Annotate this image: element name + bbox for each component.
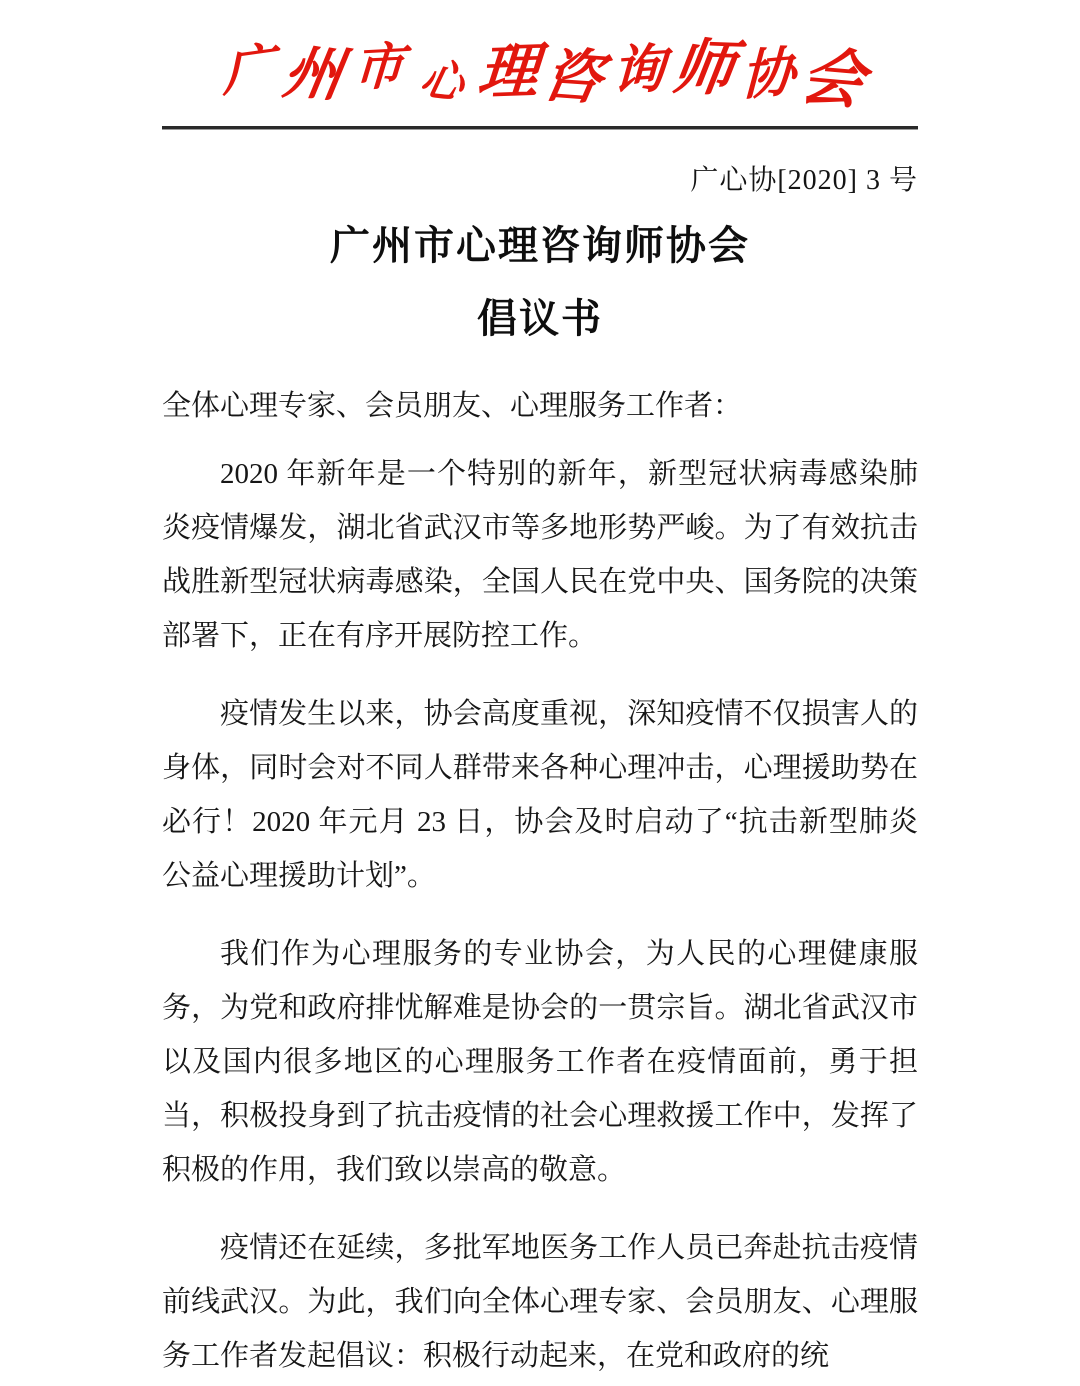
letterhead-character: 询	[609, 39, 666, 103]
letterhead-character: 会	[794, 42, 870, 118]
letterhead-character: 广	[220, 39, 275, 103]
paragraph-4: 疫情还在延续，多批军地医务工作人员已奔赴抗击疫情前线武汉。为此，我们向全体心理专家、会员朋友、心理服务工作者发起倡议：积极行动起来，在党和政府的统	[162, 1232, 918, 1372]
letterhead-character: 理	[474, 38, 541, 108]
document-subtitle: 倡议书	[477, 296, 603, 341]
letterhead-character: 州	[278, 41, 347, 109]
paragraph-2: 疫情发生以来，协会高度重视，深知疫情不仅损害人的身体，同时会对不同人群带来各种心理冲击，心理援助势在必行！2020 年元月 23 日，协会及时启动了“抗击新型肺炎公益心理援助计划”。	[162, 698, 918, 892]
letterhead-character: 市	[351, 38, 405, 98]
letterhead-character: 心	[415, 55, 469, 109]
salutation: 全体心理专家、会员朋友、心理服务工作者：	[162, 390, 743, 422]
paragraph-3: 我们作为心理服务的专业协会，为人民的心理健康服务，为党和政府排忧解难是协会的一贯宗旨。湖北省武汉市以及国内很多地区的心理服务工作者在疫情面前，勇于担当，积极投身到了抗击疫情的社会心理救援工作中，发挥了积极的作用，我们致以崇高的敬意。	[162, 938, 918, 1186]
letterhead-divider	[162, 126, 918, 130]
document-number: 广心协[2020] 3 号	[690, 165, 918, 196]
letterhead-character: 协	[739, 43, 795, 107]
letterhead-character: 师	[668, 34, 738, 104]
paragraph-1: 2020 年新年是一个特别的新年，新型冠状病毒感染肺炎疫情爆发，湖北省武汉市等多地形势严峻。为了有效抗击战胜新型冠状病毒感染，全国人民在党中央、国务院的决策部署下，正在有序开展防控工作。	[162, 458, 918, 652]
letterhead-calligraphy-title	[217, 34, 870, 118]
letterhead-character: 咨	[537, 43, 607, 113]
letterhead	[162, 26, 918, 120]
document-title: 广州市心理咨询师协会	[330, 223, 750, 268]
